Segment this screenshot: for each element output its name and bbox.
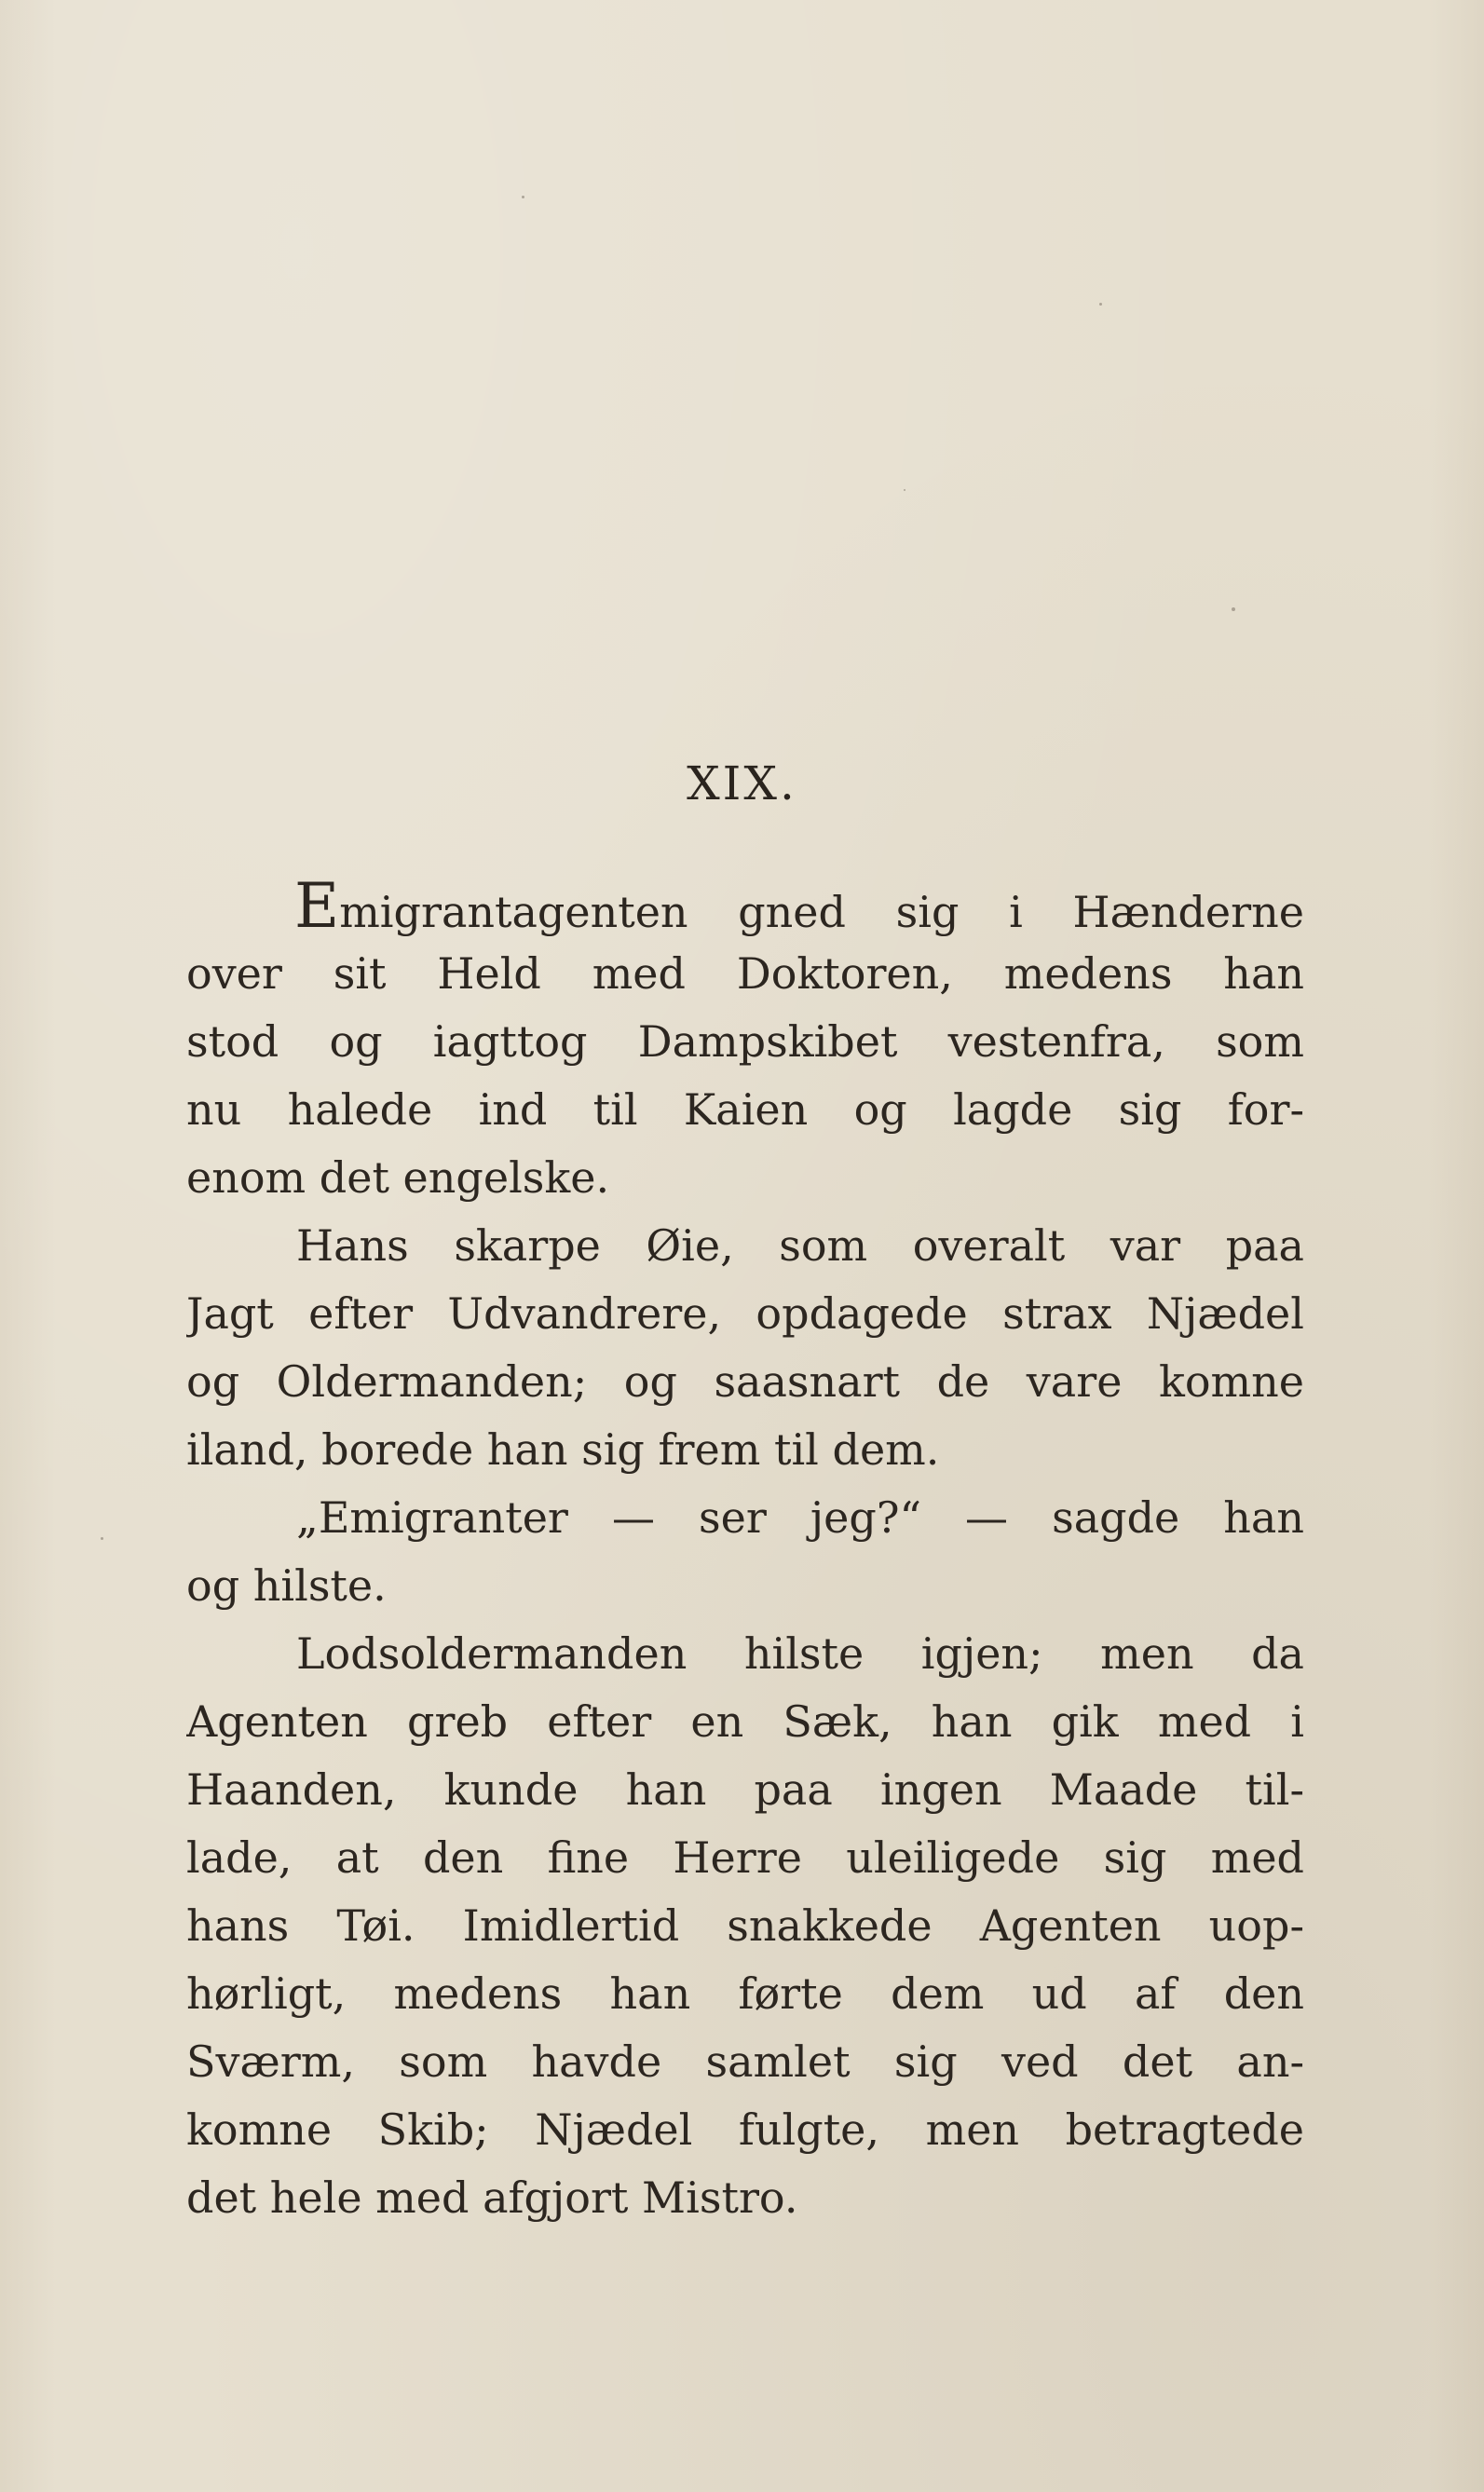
text-line: hørligt, medens han førte dem ud af den (186, 1968, 1304, 2019)
chapter-heading: XIX. (687, 756, 797, 810)
paper-speck (522, 196, 524, 198)
paper-speck (1099, 303, 1102, 306)
text-line: lade, at den fine Herre uleiligede sig med (186, 1832, 1304, 1883)
text-line: nu halede ind til Kaien og lagde sig for- (186, 1084, 1304, 1135)
text-line: „Emigranter — ser jeg?“ — sagde han (296, 1492, 1304, 1543)
text-line: Agenten greb efter en Sæk, han gik med i (186, 1696, 1304, 1747)
text-line: stod og iagttog Dampskibet vestenfra, som (186, 1016, 1304, 1067)
text-line: og Oldermanden; og saasnart de vare komne (186, 1356, 1304, 1407)
text-line: Haanden, kunde han paa ingen Maade til- (186, 1764, 1304, 1815)
text-line: over sit Held med Doktoren, medens han (186, 948, 1304, 999)
text-line: Emigrantagenten gned sig i Hænderne (294, 872, 1304, 940)
text-line: Lodsoldermanden hilste igjen; men da (296, 1628, 1304, 1679)
text-line: Jagt efter Udvandrere, opdagede strax Njædel (186, 1288, 1304, 1339)
paper-speck (904, 489, 905, 491)
paper-speck (101, 1537, 103, 1540)
text-line: komne Skib; Njædel fulgte, men betragtede (186, 2104, 1304, 2155)
text-line: hans Tøi. Imidlertid snakkede Agenten uop- (186, 1900, 1304, 1951)
paper-speck (1232, 607, 1235, 611)
drop-cap: E (294, 872, 340, 940)
text-line: Hans skarpe Øie, som overalt var paa (296, 1220, 1304, 1271)
text-line: det hele med afgjort Mistro. (186, 2172, 798, 2223)
text-line: enom det engelske. (186, 1152, 610, 1203)
text-line: og hilste. (186, 1560, 387, 1611)
text-line: iland, borede han sig frem til dem. (186, 1424, 940, 1475)
text-line: Sværm, som havde samlet sig ved det an- (186, 2036, 1304, 2087)
chapter-text (186, 872, 1304, 2232)
